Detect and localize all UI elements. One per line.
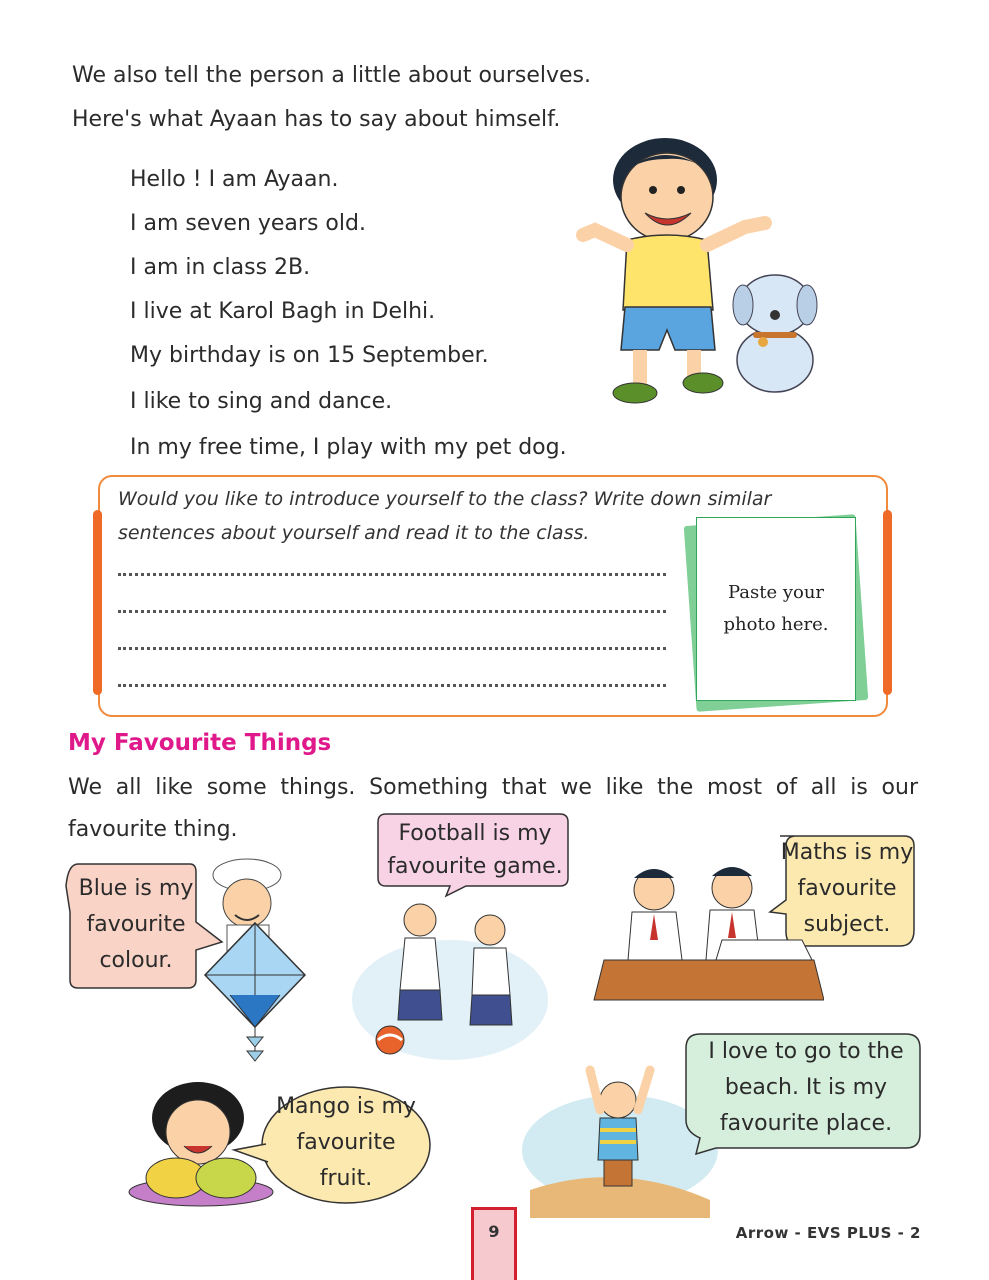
ayaan-line: I am in class 2B. — [130, 255, 311, 280]
ayaan-line: I live at Karol Bagh in Delhi. — [130, 299, 436, 324]
intro-line-2: Here's what Ayaan has to say about himself. — [72, 107, 561, 132]
bubble-colour-line: favourite — [86, 912, 186, 937]
bubble-subject-line: subject. — [803, 912, 891, 937]
instruction-line-1: Would you like to introduce yourself to the class? Write down similar — [118, 488, 772, 510]
book-title: Arrow - EVS PLUS - 2 — [735, 1224, 921, 1242]
writing-line-2[interactable] — [118, 593, 666, 613]
photo-label-line-2: photo here. — [723, 614, 829, 635]
ayaan-line: My birthday is on 15 September. — [130, 343, 489, 368]
writing-line-1[interactable] — [118, 556, 666, 576]
bubble-fruit-line: Mango is my — [276, 1094, 416, 1119]
bubble-colour-line: Blue is my — [78, 876, 194, 901]
bubble-colour-text — [72, 871, 200, 979]
boy-with-kite-illustration — [195, 855, 315, 1065]
bubble-fruit-line: favourite — [296, 1130, 396, 1155]
bubble-place-line: beach. It is my — [724, 1075, 888, 1100]
page-number-tab — [471, 1207, 517, 1280]
bubble-subject-line: favourite — [797, 876, 897, 901]
bubble-fruit-text — [262, 1089, 430, 1197]
writing-line-4[interactable] — [118, 667, 666, 687]
page-number: 9 — [488, 1222, 500, 1241]
students-at-desk-illustration — [592, 860, 824, 1005]
bubble-game-text — [380, 817, 570, 883]
ayaan-line: Hello ! I am Ayaan. — [130, 167, 339, 192]
bubble-colour-line: colour. — [99, 948, 173, 973]
favourites-paragraph-line-1: We all like some things. Something that we like the most of all is our — [68, 775, 918, 800]
section-heading: My Favourite Things — [68, 730, 332, 756]
activity-box-right-bar — [883, 510, 892, 695]
ayaan-line: In my free time, I play with my pet dog. — [130, 435, 567, 460]
bubble-subject-line: Maths is my — [780, 840, 914, 865]
bubble-fruit-line: fruit. — [319, 1166, 373, 1191]
paste-photo-frame[interactable] — [696, 517, 856, 701]
activity-box-left-bar — [93, 510, 102, 695]
writing-line-3[interactable] — [118, 630, 666, 650]
ayaan-line: I am seven years old. — [130, 211, 366, 236]
bubble-place-text — [690, 1034, 922, 1142]
bubble-game-line: Football is my — [398, 821, 552, 846]
ayaan-line: I like to sing and dance. — [130, 389, 393, 414]
bubble-place-line: I love to go to the — [708, 1039, 904, 1064]
intro-line-1: We also tell the person a little about ourselves. — [72, 63, 592, 88]
ayaan-with-dog-illustration — [575, 135, 825, 410]
bubble-place-line: favourite place. — [719, 1111, 893, 1136]
photo-label-line-1: Paste your — [727, 582, 825, 603]
instruction-line-2: sentences about yourself and read it to the class. — [118, 522, 590, 544]
favourites-paragraph-line-2: favourite thing. — [68, 817, 238, 842]
bubble-game-line: favourite game. — [387, 854, 563, 879]
football-players-illustration — [350, 890, 550, 1065]
